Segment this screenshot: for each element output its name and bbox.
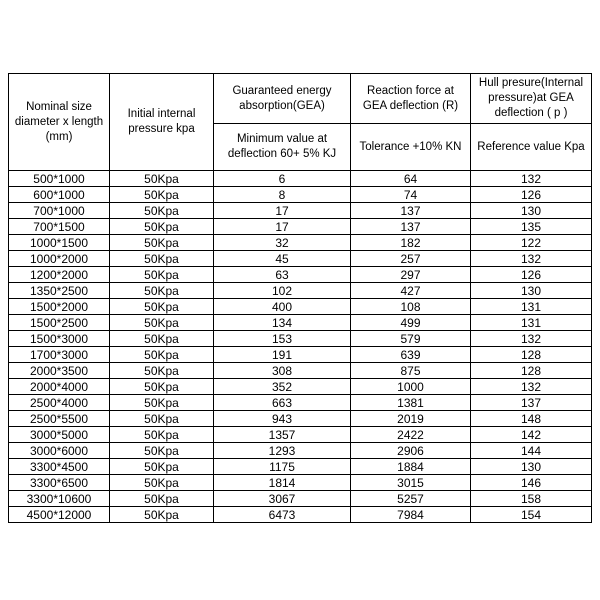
table-row [9, 475, 592, 491]
cell-reaction-force: 5257 [351, 491, 471, 507]
cell-gea-min-value: 17 [214, 219, 351, 235]
header-hull-pressure [471, 74, 592, 124]
cell-hull-pressure: 130 [471, 459, 592, 475]
table-row [9, 251, 592, 267]
cell-hull-pressure: 158 [471, 491, 592, 507]
header-initial-pressure [110, 74, 214, 171]
cell-reaction-force: 108 [351, 299, 471, 315]
fender-spec-table [8, 73, 592, 523]
header-hull-reference [471, 124, 592, 171]
cell-nominal-size: 3000*6000 [9, 443, 110, 459]
header-reaction-force-text: Reaction force at GEA deflection (R) [362, 84, 459, 112]
cell-hull-pressure: 132 [471, 251, 592, 267]
cell-hull-pressure: 142 [471, 427, 592, 443]
cell-hull-pressure: 132 [471, 171, 592, 187]
table-row [9, 171, 592, 187]
cell-reaction-force: 297 [351, 267, 471, 283]
cell-nominal-size: 3000*5000 [9, 427, 110, 443]
cell-reaction-force: 579 [351, 331, 471, 347]
table-row [9, 443, 592, 459]
cell-gea-min-value: 1175 [214, 459, 351, 475]
table-row [9, 283, 592, 299]
cell-initial-pressure: 50Kpa [110, 267, 214, 283]
cell-nominal-size: 600*1000 [9, 187, 110, 203]
cell-hull-pressure: 130 [471, 283, 592, 299]
cell-gea-min-value: 308 [214, 363, 351, 379]
cell-gea-min-value: 102 [214, 283, 351, 299]
header-gea-text: Guaranteed energy absorption(GEA) [232, 84, 332, 112]
cell-nominal-size: 1000*2000 [9, 251, 110, 267]
cell-gea-min-value: 8 [214, 187, 351, 203]
header-row-main [9, 74, 592, 124]
cell-reaction-force: 64 [351, 171, 471, 187]
table-row [9, 379, 592, 395]
cell-initial-pressure: 50Kpa [110, 427, 214, 443]
cell-hull-pressure: 135 [471, 219, 592, 235]
cell-initial-pressure: 50Kpa [110, 219, 214, 235]
cell-gea-min-value: 6473 [214, 507, 351, 523]
table-row [9, 267, 592, 283]
cell-initial-pressure: 50Kpa [110, 203, 214, 219]
cell-reaction-force: 137 [351, 219, 471, 235]
table-row [9, 203, 592, 219]
cell-initial-pressure: 50Kpa [110, 395, 214, 411]
header-nominal-size-text: Nominal size diameter x length (mm) [14, 100, 104, 143]
cell-initial-pressure: 50Kpa [110, 187, 214, 203]
cell-gea-min-value: 17 [214, 203, 351, 219]
cell-reaction-force: 499 [351, 315, 471, 331]
cell-initial-pressure: 50Kpa [110, 331, 214, 347]
cell-initial-pressure: 50Kpa [110, 491, 214, 507]
table-body [9, 171, 592, 523]
header-initial-pressure-text: Initial internal pressure kpa [127, 108, 196, 135]
cell-reaction-force: 74 [351, 187, 471, 203]
cell-hull-pressure: 132 [471, 379, 592, 395]
cell-reaction-force: 1000 [351, 379, 471, 395]
table-row [9, 347, 592, 363]
cell-nominal-size: 2500*5500 [9, 411, 110, 427]
table-row [9, 507, 592, 523]
cell-reaction-force: 639 [351, 347, 471, 363]
cell-reaction-force: 1884 [351, 459, 471, 475]
cell-gea-min-value: 663 [214, 395, 351, 411]
cell-reaction-force: 2422 [351, 427, 471, 443]
cell-nominal-size: 1500*3000 [9, 331, 110, 347]
cell-initial-pressure: 50Kpa [110, 507, 214, 523]
header-gea-min-value [214, 124, 351, 171]
header-hull-pressure-text: Hull presure(Internal pressure)at GEA deflection ( p ) [478, 77, 584, 119]
table-row [9, 235, 592, 251]
cell-initial-pressure: 50Kpa [110, 363, 214, 379]
cell-gea-min-value: 63 [214, 267, 351, 283]
header-gea-min-value-text: Minimum value at deflection 60+ 5% KJ [227, 133, 337, 160]
table-header [9, 74, 592, 171]
cell-reaction-force: 257 [351, 251, 471, 267]
cell-nominal-size: 4500*12000 [9, 507, 110, 523]
cell-hull-pressure: 126 [471, 267, 592, 283]
cell-reaction-force: 1381 [351, 395, 471, 411]
cell-initial-pressure: 50Kpa [110, 315, 214, 331]
cell-nominal-size: 3300*4500 [9, 459, 110, 475]
cell-hull-pressure: 132 [471, 331, 592, 347]
cell-gea-min-value: 400 [214, 299, 351, 315]
cell-gea-min-value: 191 [214, 347, 351, 363]
cell-reaction-force: 7984 [351, 507, 471, 523]
cell-hull-pressure: 131 [471, 299, 592, 315]
cell-gea-min-value: 3067 [214, 491, 351, 507]
cell-initial-pressure: 50Kpa [110, 475, 214, 491]
cell-nominal-size: 1350*2500 [9, 283, 110, 299]
cell-gea-min-value: 943 [214, 411, 351, 427]
cell-hull-pressure: 122 [471, 235, 592, 251]
cell-nominal-size: 2000*4000 [9, 379, 110, 395]
cell-nominal-size: 500*1000 [9, 171, 110, 187]
cell-gea-min-value: 1814 [214, 475, 351, 491]
cell-hull-pressure: 144 [471, 443, 592, 459]
cell-initial-pressure: 50Kpa [110, 235, 214, 251]
header-gea [214, 74, 351, 124]
cell-nominal-size: 2500*4000 [9, 395, 110, 411]
table-row [9, 491, 592, 507]
cell-hull-pressure: 137 [471, 395, 592, 411]
cell-gea-min-value: 1293 [214, 443, 351, 459]
cell-gea-min-value: 153 [214, 331, 351, 347]
table-row [9, 395, 592, 411]
cell-nominal-size: 3300*10600 [9, 491, 110, 507]
cell-initial-pressure: 50Kpa [110, 299, 214, 315]
cell-hull-pressure: 148 [471, 411, 592, 427]
cell-reaction-force: 137 [351, 203, 471, 219]
cell-nominal-size: 1500*2500 [9, 315, 110, 331]
cell-initial-pressure: 50Kpa [110, 251, 214, 267]
cell-reaction-force: 2019 [351, 411, 471, 427]
table-row [9, 427, 592, 443]
cell-reaction-force: 182 [351, 235, 471, 251]
spec-sheet [8, 73, 591, 527]
cell-gea-min-value: 134 [214, 315, 351, 331]
table-row [9, 187, 592, 203]
cell-gea-min-value: 32 [214, 235, 351, 251]
cell-nominal-size: 1500*2000 [9, 299, 110, 315]
cell-nominal-size: 700*1000 [9, 203, 110, 219]
cell-gea-min-value: 45 [214, 251, 351, 267]
cell-nominal-size: 1700*3000 [9, 347, 110, 363]
table-row [9, 331, 592, 347]
cell-gea-min-value: 352 [214, 379, 351, 395]
cell-initial-pressure: 50Kpa [110, 171, 214, 187]
cell-reaction-force: 427 [351, 283, 471, 299]
cell-nominal-size: 700*1500 [9, 219, 110, 235]
cell-hull-pressure: 126 [471, 187, 592, 203]
table-row [9, 299, 592, 315]
header-reaction-tolerance-text: Tolerance +10% KN [359, 140, 462, 153]
table-row [9, 315, 592, 331]
cell-hull-pressure: 131 [471, 315, 592, 331]
table-row [9, 363, 592, 379]
table-row [9, 219, 592, 235]
cell-hull-pressure: 154 [471, 507, 592, 523]
cell-gea-min-value: 1357 [214, 427, 351, 443]
cell-initial-pressure: 50Kpa [110, 411, 214, 427]
cell-initial-pressure: 50Kpa [110, 347, 214, 363]
cell-reaction-force: 875 [351, 363, 471, 379]
header-reaction-force [351, 74, 471, 124]
cell-hull-pressure: 130 [471, 203, 592, 219]
cell-nominal-size: 1200*2000 [9, 267, 110, 283]
cell-initial-pressure: 50Kpa [110, 443, 214, 459]
table-row [9, 459, 592, 475]
header-hull-reference-text: Reference value Kpa [477, 140, 585, 153]
header-nominal-size [9, 74, 110, 171]
cell-reaction-force: 3015 [351, 475, 471, 491]
cell-hull-pressure: 128 [471, 347, 592, 363]
cell-initial-pressure: 50Kpa [110, 379, 214, 395]
cell-nominal-size: 1000*1500 [9, 235, 110, 251]
cell-hull-pressure: 128 [471, 363, 592, 379]
cell-initial-pressure: 50Kpa [110, 283, 214, 299]
header-reaction-tolerance [351, 124, 471, 171]
table-row [9, 411, 592, 427]
cell-initial-pressure: 50Kpa [110, 459, 214, 475]
cell-hull-pressure: 146 [471, 475, 592, 491]
cell-gea-min-value: 6 [214, 171, 351, 187]
cell-nominal-size: 3300*6500 [9, 475, 110, 491]
cell-nominal-size: 2000*3500 [9, 363, 110, 379]
cell-reaction-force: 2906 [351, 443, 471, 459]
